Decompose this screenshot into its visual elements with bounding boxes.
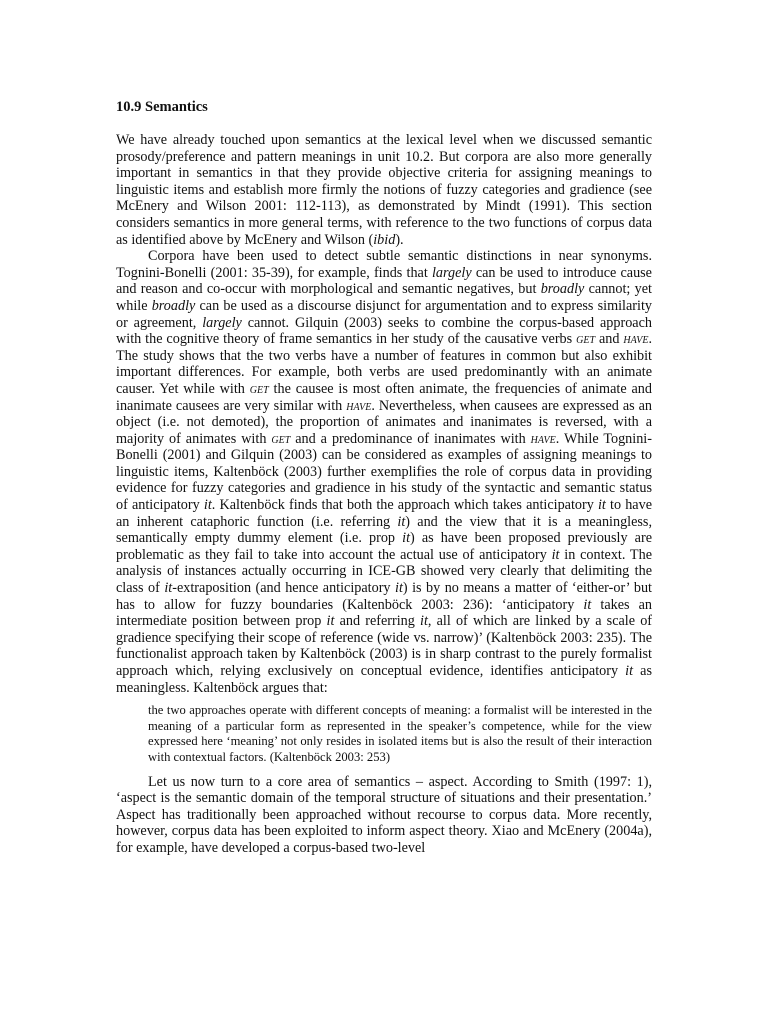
text-run: cannot. Gilquin (2003) seeks to combine the corpus-based approach with the cognitive theory of frame semantics in her study of the causative verbs bbox=[116, 314, 652, 348]
smallcaps-verb: have bbox=[623, 331, 649, 348]
text-run: , all of which are linked by a scale of gradience specifying their scope of reference (wide vs. narrow)’ (Kaltenböck 2003: 235). The functionalist approach taken by Kaltenböck (2003) is in sharp contrast to the purely formalist approach which, relying exclusively on conceptual evidence, identifies anticipatory bbox=[116, 613, 653, 679]
text-run: ) is by no means a matter of ‘either-or’ but has to allow for fuzzy boundaries (Kaltenböck 2003: 236): ‘anticipatory bbox=[116, 580, 652, 613]
smallcaps-verb: get bbox=[271, 430, 291, 447]
text-run: as meaningless. Kaltenböck argues that: bbox=[116, 663, 652, 696]
text-run: -extraposition (and hence anticipatory bbox=[172, 580, 396, 597]
text-run: Corpora have been used to detect subtle semantic distinctions in near synonyms. Tognini-Bonelli (2001: 35-39), for example, finds that bbox=[116, 248, 652, 281]
italic-term: it bbox=[597, 497, 606, 514]
text-run: and a predominance of inanimates with bbox=[290, 430, 531, 447]
paragraph-intro bbox=[116, 132, 652, 248]
text-run: . Nevertheless, when causees are expressed as an object (i.e. not demoted), the proportion of animates and inanimates is reversed, with a majority of animates with bbox=[116, 397, 652, 447]
italic-term: it bbox=[326, 613, 335, 630]
text-run: and referring bbox=[334, 613, 421, 630]
text-run: . Kaltenböck finds that both the approach which takes anticipatory bbox=[211, 497, 598, 514]
paragraph-corpora bbox=[116, 248, 652, 696]
italic-term: largely bbox=[202, 314, 242, 331]
paragraph-aspect: Let us now turn to a core area of semantics – aspect. According to Smith (1997: 1), ‘aspect is the semantic domain of the temporal structure of situations and their presentation.’ Aspect has traditionally been approached without recourse to corpus data. More recently, however, corpus data has been exploited to inform aspect theory. Xiao and McEnery (2004a), for example, have developed a corpus-based two-level bbox=[116, 773, 652, 856]
text-run: cannot; yet while bbox=[116, 281, 652, 314]
smallcaps-verb: have bbox=[346, 397, 372, 414]
text-run: can be used as a discourse disjunct for argumentation and to express similarity or agreement, bbox=[116, 297, 652, 331]
text-run: and bbox=[595, 331, 624, 348]
block-quote: the two approaches operate with different concepts of meaning: a formalist will be interested in the meaning of a particular form as represented in the speaker’s competence, while for the view expressed here ‘meaning’ not only resides in isolated items but is also the result of their interaction with contextual factors. (Kaltenböck 2003: 253) bbox=[148, 703, 652, 764]
text-run: takes an intermediate position between prop bbox=[116, 596, 652, 630]
italic-term: it bbox=[420, 613, 428, 630]
italic-term: it bbox=[625, 663, 634, 679]
italic-term: largely bbox=[431, 264, 472, 281]
smallcaps-verb: get bbox=[576, 331, 596, 348]
italic-term: it bbox=[402, 530, 411, 547]
italic-term: it bbox=[551, 546, 560, 563]
italic-term: ibid bbox=[373, 231, 396, 248]
smallcaps-verb: have bbox=[530, 430, 556, 447]
italic-term: broadly bbox=[151, 297, 196, 314]
text-run: . While Tognini-Bonelli (2001) and Gilquin (2003) can be considered as examples of assigning meanings to linguistic items, Kaltenböck (2003) further exemplifies the role of corpus data in providing evidence for fuzzy categories and gradience in his study of the syntactic and semantic status of anticipatory bbox=[116, 430, 652, 514]
page-body bbox=[116, 99, 652, 857]
italic-term: it bbox=[164, 580, 173, 597]
text-run: . The study shows that the two verbs have a number of features in common but also exhibit important differences. For example, both verbs are used predominantly with an animate causer. Yet while with bbox=[116, 331, 652, 397]
text-run: can be used to introduce cause and reason and co-occur with morphological and semantic negatives, but bbox=[116, 264, 652, 298]
italic-term: it bbox=[395, 580, 403, 597]
text-run: ) and the view that it is a meaningless, semantically empty dummy element (i.e. prop bbox=[116, 513, 652, 547]
text-run: the causee is most often animate, the frequencies of animate and inanimate causees are very similar with bbox=[116, 380, 652, 414]
italic-term: it bbox=[397, 513, 406, 530]
text-run: ) as have been proposed previously are problematic as they fail to take into account the actual use of anticipatory bbox=[116, 530, 652, 563]
italic-term: it bbox=[583, 596, 592, 613]
italic-term: broadly bbox=[540, 281, 585, 298]
text-run: ). bbox=[395, 231, 404, 248]
text-run: We have already touched upon semantics at the lexical level when we discussed semantic prosody/preference and pattern meanings in unit 10.2. But corpora are also more generally important in semantics in that they provide objective criteria for assigning meanings to linguistic items and establish more firmly the notions of fuzzy categories and gradience (see McEnery and Wilson 2001: 112-113), as demonstrated by Mindt (1991). This section considers semantics in more general terms, with reference to the two functions of corpus data as identified above by McEnery and Wilson ( bbox=[116, 132, 652, 248]
italic-term: it bbox=[203, 497, 212, 514]
section-heading: 10.9 Semantics bbox=[116, 99, 208, 115]
text-run: to have an inherent cataphoric function (i.e. referring bbox=[116, 497, 652, 530]
text-run: in context. The analysis of instances actually occurring in ICE-GB showed very clearly that delimiting the class of bbox=[116, 546, 652, 597]
smallcaps-verb: get bbox=[249, 380, 269, 397]
